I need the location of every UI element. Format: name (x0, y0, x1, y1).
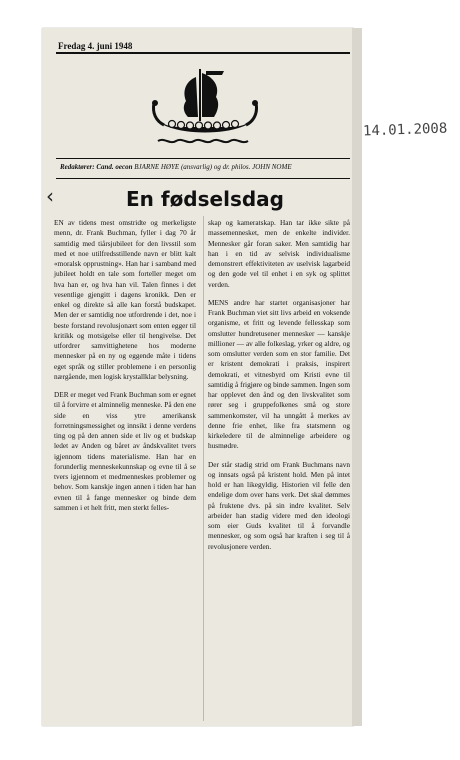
article-title: En fødselsdag (126, 187, 284, 211)
paragraph: MENS andre har startet organisasjoner har Frank Buchman viet sitt livs arbeid en voksende organisme, et fritt og levende fellesskap som omslutter hundretusener mennesker — kanskje millioner — av alle folkeslag, yrker og aldre, og som omslutter verden som en stor familie. Det er kristent demokrati i praksis, inspirert demokrati, et vitnesbyrd om Kristi evne til samtidig å frigjøre og binde sammen. Ingen som har opplevet den ånd og den livskvalitet som rører seg i gruppefolkenes små og store sammenkomster, vil ha unngått å merkes av denne frie enhet, like fra statsmenn og kirkeledere til de alminnelige arbeidere og husmødre. (208, 297, 350, 451)
paragraph: Der står stadig strid om Frank Buchmans navn og innsats også på kristent hold. Men på intet hold er han likegyldig. Historien vil felle den endelige dom over hans verk. Det skal dømmes på fruktene dvs. på sin indre kvalitet. Selv arbeider han stadig videre med den ideologi som eier Guds kvalitet til å forvandle mennesker, og som også har kraften i seg til å revolusjonere verden. (208, 459, 350, 551)
column-divider (203, 216, 204, 721)
margin-mark: ‹ (46, 184, 54, 208)
adjacent-page-edge (352, 28, 362, 726)
viking-ship-logo (150, 63, 260, 147)
masthead-rule-top (56, 158, 350, 159)
editors-line: Redaktører: Cand. oecon BJARNE HØYE (ansvarlig) og dr. philos. JOHN NOME (60, 163, 292, 171)
paragraph: EN av tidens mest omstridte og merkeligste menn, dr. Frank Buchman, fyller i dag 70 år samtidig med tiårsjubileet for den livsstil som med et noe utilfredsstillende navn er blitt kalt «moralsk opprustning». Han har i samband med jubileet holdt en tale som forteller meget om hva han er, og hva han vil. Talen finnes i det vesentlige gjengitt i dagens kronikk. Den er enkel og direkte så alle kan forstå budskapet. Men der er samtidig noe utfordrende i det, noe i beste forstand revolusjonært som enten egger til kritikk og motsigelse eller til hengivelse. Det utfordrer samvittighetene hos moderne mennesker på en ny og eggende måte i tidens eget språk og stiller problemene i en personlig nærgående, men logisk krystallklar belysning. (54, 218, 196, 381)
paragraph: skap og kameratskap. Han tar ikke sikte på massemennesket, men de enkelte individer. Mennesker går foran saker. Men samtidig har han i en tid av selvisk individualisme demonstrert effektiviteten av uselvisk lagarbeid og den gode vel til enhet i en syk og splittet verden. (208, 218, 350, 289)
handwritten-date-note: 14.01.2008 (362, 120, 448, 140)
masthead-rule-bottom (56, 178, 350, 179)
article-column-left (54, 218, 196, 513)
article-column-right (208, 218, 350, 552)
paragraph: DER er meget ved Frank Buchman som er egnet til å forvirre et alminnelig menneske. På den ene side en viss ytre amerikansk forretningsmessighet og innsikt i denne verdens ting og på den annen side et liv og et budskap ledet av Anden og båret av åndskvalitet tvers igjennom tidens materialisme. Han har en forunderlig menneskekunnskap og evne til å se tvers igjennom et medmenneskes problemer og behov. Som kanskje ingen annen i tiden har han evnen til å fange mennesker og binde dem sammen i et helt fritt, men sterkt felles- (54, 390, 196, 512)
header-rule (56, 52, 350, 54)
issue-date: Fredag 4. juni 1948 (58, 41, 133, 51)
